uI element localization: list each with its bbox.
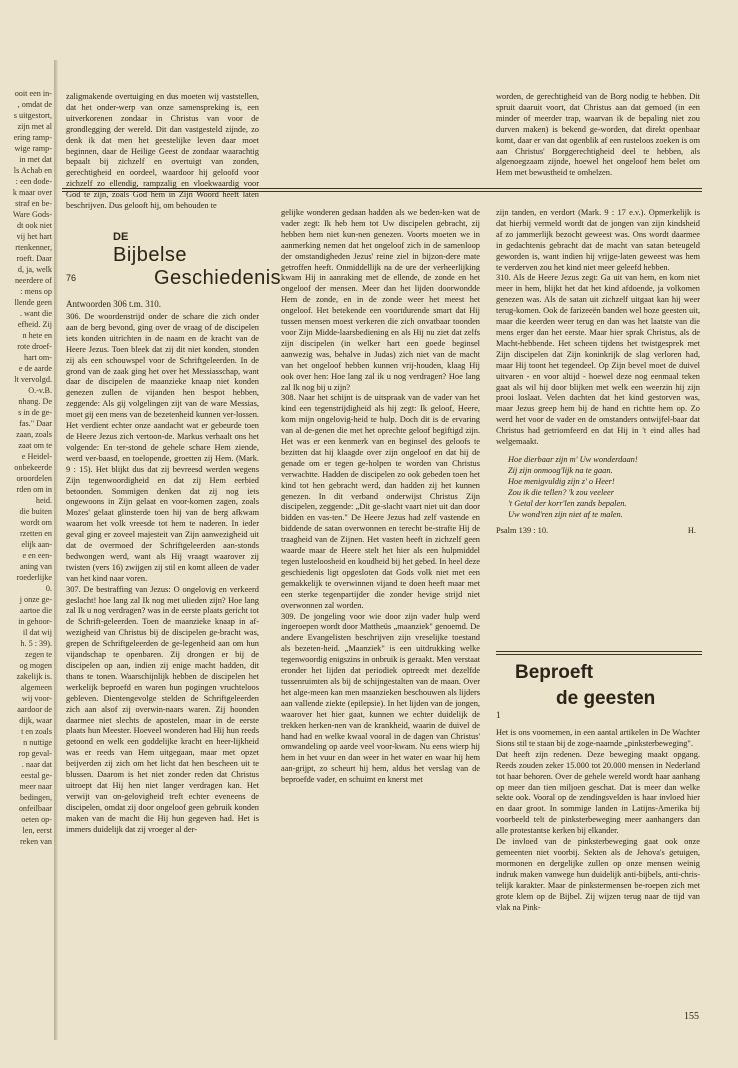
strip-line: lt vervolgd. <box>14 375 52 384</box>
strip-line: zaat om te <box>18 441 52 450</box>
strip-line: s in de ge- <box>18 408 52 417</box>
strip-line: . want die <box>19 309 52 318</box>
top-text-col1: zaligmakende overtuiging en dus moeten wij vaststellen, dat het onder-werp van onze samenspreking is, een uitverkorenen zondaar in Christus van voor de grondlegging der wereld. Dit dan vastgesteld zijnde, zo denk ik dat men het geestelijke leven daar moet beginnen, daar de Heilige Geest de zondaar waarachtig bepaalt bij zichzelf en overtuigt van zonden, gerechtigheid en oordeel, waardoor hij geloofd voor zichzelf zo ellendig, rampzalig en vloekwaardig voor God te zijn, zoals God hem in Zijn Woord heeft laten beschrijven. Dus gelooft hij, om behouden te <box>66 92 259 211</box>
strip-line: wij voor- <box>21 694 52 703</box>
divider-rule <box>62 188 702 189</box>
paragraph: 310. Als de Heere Jezus zegt: Ga uit van hem, en kom niet meer in hem, blijkt het dat het kind afdoende, ja volkomen genezen was. Als de satan uit zichzelf uitgaat kan hij weer terug-komen. Ook de farizeeën banden wel boze geesten uit, maar die keerden weer terug en dan was het laatste van die mens erger dan het eerste. Maar hier sprak Christus, als de Macht-hebbende. Het scheen tijdens het twistgesprek met Zijn discipelen dat Zijn koninkrijk de slag verloren had, maar Hij toont het tegendeel. Op Zijn bevel moet de duivel uitvaren - en voor altijd - hoewel deze nog eenmaal teken gaat als wil hij door blijken met welk een weerzin hij zijn prooi loslaat. Velen dachten dat het kind gestorven was, maar Jezus greep hem bij de hand en richtte hem op. Zo werd het voor de vader en de omstanders ontwijfel-baar dat Christus had getriomfeerd en dat Hij in 't eind alles had welgemaakt. <box>496 273 700 447</box>
strip-line: elijk aan- <box>21 540 52 549</box>
beproeft-text <box>496 728 700 1006</box>
poem-line: 't Getal der korr'len zands bepalen. <box>508 498 627 508</box>
strip-line: e de aarde <box>18 364 52 373</box>
strip-line: , omdat de <box>17 100 52 109</box>
strip-line: . naar dat <box>21 760 52 769</box>
strip-line: eestal ge- <box>20 771 52 780</box>
strip-line: s uitgestort, <box>13 111 52 120</box>
strip-line: neerdere of <box>14 276 52 285</box>
strip-line: ooit een in- <box>14 89 52 98</box>
psalm-reference: Psalm 139 : 10. <box>496 525 549 535</box>
strip-line: Ware Gods- <box>12 210 52 219</box>
strip-line: fas." Daar <box>19 419 52 428</box>
strip-line: rtenkenner, <box>15 243 52 252</box>
strip-line: og mogen <box>19 661 52 670</box>
strip-line: aardoor de <box>17 705 52 714</box>
strip-line: in gehoor- <box>18 617 52 626</box>
page-gutter-shadow <box>54 60 58 1040</box>
strip-line: j onze ge- <box>19 595 52 604</box>
top-text-col23: worden, de gerechtigheid van de Borg nodig te hebben. Dit spruit daaruit voort, dat Christus aan dat gemoed (in een minder of meerder trap, waarvan ik de bepaling niet zou durven maken) is bekend ge-worden, dat direkt openbaar komt, daar er van dat ogenblik af een rusteloos zoeken is om aan Christus' Borggerechtigheid deel te hebben, als algenoegzaam zijnde, hoewel het ongeloof hem belet om Hem met bewustheid te omhelzen. <box>496 92 700 178</box>
paragraph: De invloed van de pinksterbeweging gaat ook onze gemeenten niet voorbij. Sekten als de Jehova's getuigen, mormonen en dergelijke zullen op onze mensen weinig indruk maken vanwege hun duidelijk anti-bijbels, anti-chris-telijk karakter. Maar de pinkstermensen be-roepen zich met grote klem op de Bijbel. Zij wijzen terug naar de tijd van vlak na Pink- <box>496 837 700 912</box>
strip-line: zakelijk is. <box>16 672 52 681</box>
article-title-2: Geschiedenis <box>154 267 282 289</box>
strip-line: nhang. De <box>18 397 52 406</box>
strip-line: ering ramp- <box>13 133 52 142</box>
strip-line: meer naar <box>19 782 52 791</box>
column-3 <box>496 208 700 644</box>
strip-line: reken van <box>19 837 52 846</box>
strip-line: llende geen <box>14 298 52 307</box>
strip-line: efheid. Zij <box>17 320 52 329</box>
strip-line: len, eerst <box>22 826 52 835</box>
paragraph: Het is ons voornemen, in een aantal artikelen in De Wachter Sions stil te staan bij de zoge-naamde „pinksterbeweging". <box>496 728 700 748</box>
strip-line: onfeilbaar <box>18 804 52 813</box>
strip-line: e en een- <box>22 551 52 560</box>
article-subtitle: Antwoorden 306 t.m. 310. <box>66 299 161 309</box>
strip-line: rden om in <box>16 485 52 494</box>
previous-page-strip <box>0 88 52 968</box>
strip-line: rop geval- <box>18 749 52 758</box>
column-2 <box>281 208 480 1005</box>
paragraph: Dat heeft zijn redenen. Deze beweging maakt opgang. Reeds zouden zeker 15.000 tot 20.000 mensen in Nederland tot haar behoren. Over de gehele wereld wordt haar aanhang op meer dan tien miljoen geschat. Dat is meer dan welke sekte ook. Vooral op de zendingsvelden is haar invloed hier en daar groot. In sommige landen in Latijns-Amerika bij voorbeeld telt de pinksterbeweging meer aanhangers dan alle protestantse kerken bij elkander. <box>496 749 700 836</box>
strip-line: dt ook niet <box>16 221 52 230</box>
strip-line: dijk, waar <box>19 716 52 725</box>
strip-line: d, ja, welk <box>17 265 52 274</box>
strip-line: h. 5 : 39). <box>20 639 52 648</box>
strip-line: hart om- <box>24 353 52 362</box>
strip-line: wige ramp- <box>14 144 52 153</box>
strip-line: vij het hart <box>16 232 52 241</box>
page-number: 155 <box>684 1011 699 1022</box>
strip-line: heid. <box>35 496 52 505</box>
strip-line: algemeen <box>20 683 52 692</box>
strip-line: oroordelen <box>16 474 52 483</box>
strip-line: rzetten en <box>19 529 52 538</box>
strip-line: : een dode- <box>15 177 52 186</box>
paragraph: gelijke wonderen gedaan hadden als we beden-ken wat de vader zegt: Ik heb hem tot Uw discipelen gebracht, zij hebben hem niet kun-nen genezen. Voorts moeten we in aanmerking nemen dat het ongeloof zich in de samenloop der omstandigheden Jezus' reine ziel in bijzon-dere mate getroffen heeft. Onmiddellijk na de ure der verheerlijking kwam Hij in aanraking met de ellende, de zonde en het ongeloof der mensen. Meer dan het lijden doorwondde Hem de zonde, en in de zonde weer het meest het ongeloof. Het betekende een voortdurende smart dat Hij tussen mensen moest verkeren die zich onvatbaar toonden voor Zijn Midde-laarsbediening en als Hij nu ziet dat zelfs zijn discipelen (in welker hart een goede beginsel aanwezig was, behalve in Judas) zich niet van de macht van het ongeloof hebben kunnen vrij-houden, klaag Hij ook over hen: Hoe lang zal ik u nog verdragen? Hoe lang zal Ik nog bij u zijn? <box>281 208 480 392</box>
section-number: 1 <box>496 710 501 720</box>
author-initials: H. <box>687 525 696 535</box>
paragraph: 306. De woordenstrijd onder de schare die zich onder aan de berg bevond, ging over de vraag of de discipelen iets konden uitrichten in de naam en de kracht van de Heere Jezus. Toen bleek dat zij dit niet konden, stonden zij als een schouwspel voor de Schriftgeleerden. In de grond van de zaak ging het over het Messiasschap, want daar de discipelen de maanzieke knaap niet konden genezen zullen de vijanden hen bespot hebben, zeggende: Als gij volgelingen zijt van de ware Messias, moet gij een mens van de bezetenheid kunnen ver-lossen. Het verdient echter onze aandacht wat er gebeurde toen de Heere Jezus zich vertoon-de. Markus verhaalt ons het volgende: En ter-stond de gehele schare Hem ziende, werd ver-baasd, en toelopende, groetten zij Hem. (Mark. 9 : 15). Het blijkt dus dat zij bevreesd werden wegens Zijn tegenwoordigheid en dat zij Hem eerbied betoonden. Sommigen denken dat zij nog iets ongewoons in Zijn gelaat en voor-komen zagen, zoals Mozes' gelaat glinsterde toen hij van de berg afkwam waarom het volk vreesde tot hem te naderen. In ieder geval ging er zoveel majesteit van Zijn aanwezigheid uit dat de overmoed der Schriftgeleerden aan-stonds bedwongen werd, want als Hij vraagt waarover zij twisten (vers 16) zwijgen zij stil en komt alleen de vader van het kind naar voren. <box>66 312 259 583</box>
strip-line: ls Achab en <box>13 166 52 175</box>
strip-line: 0. <box>45 584 52 593</box>
strip-line: n hete en <box>22 331 52 340</box>
poem-line: Zou ik die tellen? 'k zou veeleer <box>508 487 614 497</box>
strip-line: e Heidel- <box>21 452 52 461</box>
strip-line: rote droef- <box>17 342 52 351</box>
article-number: 76 <box>66 273 77 283</box>
paragraph: 308. Naar het schijnt is de uitspraak van de vader van het kind een tegenstrijdigheid als hij zegt: Ik geloof, Heere, kom mijn ongelovig-heid te hulp. Doch dit is de ervaring van al de-genen die met het oprechte geloof begiftigd zijn. Het was er een kenmerk van en beginsel des geloofs te bezitten dat hij klaagde over zijn ongeloof en dat hij de genade om er tegen ge-holpen te worden van Christus verwachtte. Hadden de discipelen zo ook gebeden toen het kind tot hen gebracht werd, dan hadden zij het kunnen genezen. In dit verband onderwijst Christus Zijn discipelen, zeggende: „Dit ge-slacht vaart niet uit dan door bidden en vas-ten." De Heere Jezus had zelf vastende en biddende de satan overwonnen en terecht be-strafte Hij de traagheid van de Zijnen. Het vasten heeft in zichzelf geen waarde maar de Heere stelt het hier als een hulpmiddel tegen lusteloosheid en koudheid bij het gebed. In heel deze geschiedenis ligt opgesloten dat Gods volk niet met een gemakkelijk te overwinnen vijand te doen heeft maar met een sterke tegenpartijder die zonder hevige strijd niet overwonnen zal worden. <box>281 393 480 610</box>
poem-line: Zij zijn onmoog'lijk na te gaan. <box>508 465 613 475</box>
section-title-2: de geesten <box>556 688 656 709</box>
poem <box>496 454 700 520</box>
paragraph: 307. De bestraffing van Jezus: O ongelovig en verkeerd geslacht! hoe lang zal Ik nog met ulieden zijn? Hoe lang zal Ik u nog verdragen? was in de eerste plaats gericht tot de Schrift-geleerden. Toen de maanzieke knaap in af-wezigheid van Christus bij de discipelen ge-bracht was, grepen de Schriftgeleerden de ge-legenheid aan om hun vijandschap te openbaren. Zij drongen er bij de discipelen op aan, indien zij enige macht hadden, dit thans te tonen. Waarschijnlijk hebben de discipelen het werkelijk beproefd en waren hun pogingen vruchteloos gebleven. Dientengevolge stelden de Schriftgeleerden zich aan alsof zij overwin-naars waren. Zij hoonden daarmee niet slechts de apostelen, maar in de eerste plaats hun Meester. Hoeveel wonderen had Hij hun reeds getoond en welk een goddelijke kracht en heer-lijkheid was er reeds van Hem uitgegaan, maar met opzet beijverden zij zich om het licht dat hen bescheen uit te blussen. Daarom is het niet zonder reden dat Christus uitroept dat Hij hen niet langer verdragen kan. Het verwijt van on-gelovigheid treft echter eveneens de discipelen, omdat zij door ongeloof geen gebruik konden maken van de macht die Hij hun gegeven had. Het is immers duidelijk dat zij vroeger al der- <box>66 584 259 834</box>
strip-line: oeten op- <box>21 815 52 824</box>
article-title-de: DE <box>113 231 129 243</box>
column-1 <box>66 312 259 1005</box>
divider-rule <box>496 654 702 655</box>
strip-line: n nuttige <box>23 738 52 747</box>
poem-line: Hoe dierbaar zijn m' Uw wonderdaan! <box>508 454 638 464</box>
strip-line: aartoe die <box>19 606 52 615</box>
article-title: Bijbelse <box>113 244 188 266</box>
strip-line: in met dat <box>19 155 52 164</box>
strip-line: roederlijke <box>16 573 52 582</box>
strip-line: k maar over <box>12 188 52 197</box>
strip-line: zijn met al <box>17 122 52 131</box>
strip-line: onbekeerde <box>14 463 52 472</box>
section-title: Beproeft <box>515 662 594 683</box>
strip-line: il dat wij <box>22 628 52 637</box>
strip-line: wordt om <box>20 518 52 527</box>
strip-line: : mens op <box>20 287 52 296</box>
divider-rule <box>62 191 702 192</box>
poem-line: Hoe menigvuldig zijn z' o Heer! <box>508 476 615 486</box>
strip-line: zaan, zoals <box>16 430 52 439</box>
strip-line: die buiten <box>19 507 52 516</box>
strip-line: zegen te <box>24 650 52 659</box>
paragraph: 309. De jongeling voor wie door zijn vader hulp werd ingeroepen wordt door Mattheüs „maanziek" genoemd. De andere Evangelisten beschrijven zijn vreselijke toestand als bezeten-heid. „Maanziek" is een uitdrukking welke tegenwoordig enigszins in onbruik is geraakt. Men verstaat eronder het lijden dat periodiek optreedt met dezelfde tussenruimten als bij de schijngestalten van de maan. Over het alge-meen kan men maanzieken beschouwen als lijders aan vallende ziekte (epilepsie). In het lijden van de jongen, waarover het hier gaat, kunnen we echter duidelijk de trekken herken-nen van de krankheid, waarin de duivel de hand had en welke kwaal vooral in de dagen van Christus' omwandeling op aarde veel voor-kwam. Nu eens wierp hij hem in het vuur en dan weer in het water en waar hij hem aan-grijpt, zo scheurt hij hem, aldus het verslag van de beproefde vader, en schuimt en knerst met <box>281 611 480 785</box>
strip-line: straf en be- <box>15 199 52 208</box>
strip-line: aning van <box>19 562 52 571</box>
strip-line: t en zoals <box>21 727 52 736</box>
divider-rule <box>496 651 702 652</box>
strip-line: O.-v.B. <box>28 386 52 395</box>
poem-line: Uw wond'ren zijn niet af te malen. <box>508 509 623 519</box>
paragraph: zijn tanden, en verdort (Mark. 9 : 17 e.v.). Opmerkelijk is dat hierbij vermeld wordt dat de jongen van zijn kindsheid af zo jammerlijk bezocht geweest was. Ons wordt daarmee in gedachtenis gebracht dat de macht van satan beteugeld geworden is, want indien hij vrijge-laten geweest was hem te verderven zou het kind niet meer geleefd hebben. <box>496 208 700 272</box>
strip-line: bedingen, <box>19 793 52 802</box>
strip-line: roeft. Daar <box>16 254 52 263</box>
